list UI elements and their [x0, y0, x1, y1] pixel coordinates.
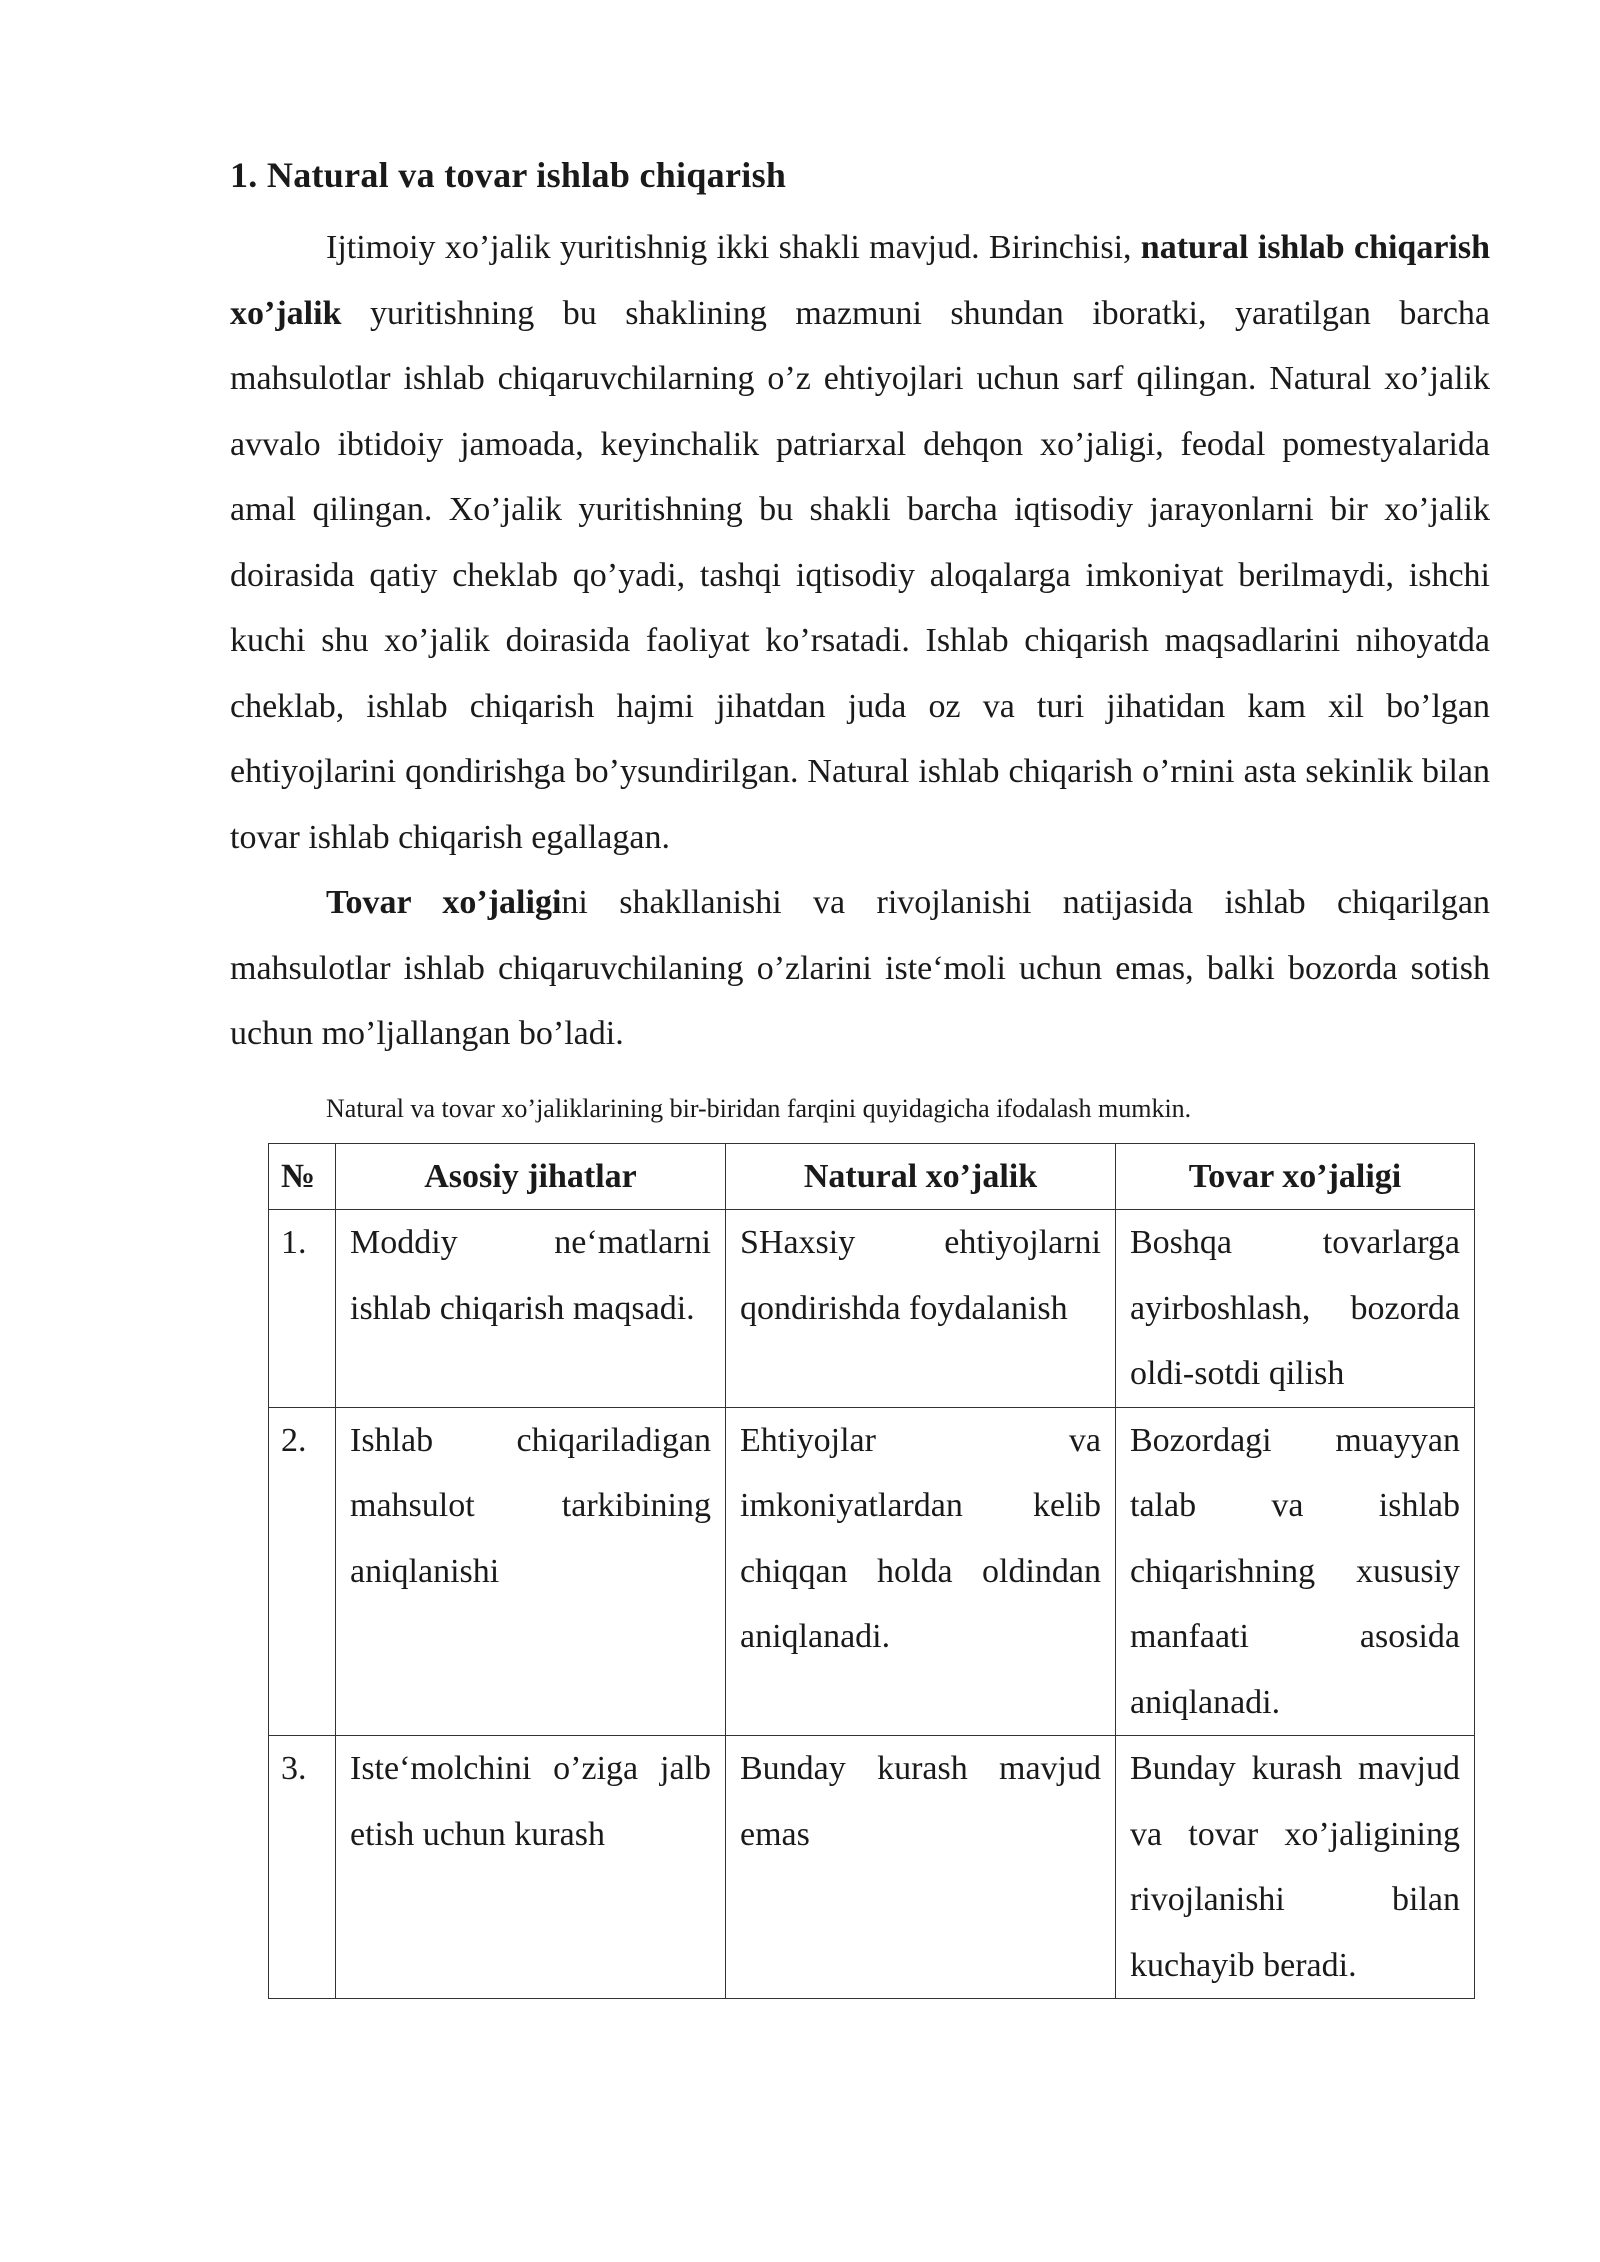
section-heading: 1. Natural va tovar ishlab chiqarish: [230, 155, 787, 195]
term-natural-production: natural ishlab chiqarish xo’jalik: [230, 229, 1491, 332]
header-number: №: [269, 1143, 336, 1210]
header-natural-economy: Natural xo’jalik: [726, 1143, 1116, 1210]
comparison-table: [268, 1143, 1475, 2000]
commodity-cell: Boshqa tovarlarga ayirboshlash, bozorda oldi-sotdi qilish: [1116, 1210, 1475, 1408]
header-commodity-economy: Tovar xo’jaligi: [1116, 1143, 1475, 1210]
paragraph-body-text: yuritishning bu shaklining mazmuni shundan iboratki, yaratilgan barcha mahsulotlar ishlab chiqaruvchilarning o’z ehtiyojlari uchun sarf qilingan. Natural xo’jalik avvalo ibtidoiy jamoada, keyinchalik patriarxal dehqon xo’jaligi, feodal pomestyalarida amal qilingan. Xo’jalik yuritishning bu shakli barcha iqtisodiy jarayonlarni bir xo’jalik doirasida qatiy cheklab qo’yadi, tashqi iqtisodiy aloqalarga imkoniyat berilmaydi, ishchi kuchi shu xo’jalik doirasida faoliyat ko’rsatadi. Ishlab chiqarish maqsadlarini nihoyatda cheklab, ishlab chiqarish hajmi jihatdan juda oz va turi jihatidan kam xil bo’lgan ehtiyojlarini qondirishga bo’ysundirilgan. Natural ishlab chiqarish o’rnini asta sekinlik bilan tovar ishlab chiqarish egallagan.: [230, 294, 1490, 856]
paragraph-lead-text: Ijtimoiy xo’jalik yuritishnig ikki shakli mavjud. Birinchisi,: [326, 229, 1141, 266]
document-page: [230, 150, 1490, 1999]
aspect-cell: Ishlab chiqariladigan mahsulot tarkibining aniqlanishi: [336, 1407, 726, 1736]
paragraph-body-text: ni shakllanishi va rivojlanishi natijasida ishlab chiqarilgan mahsulotlar ishlab chiqaruvchilaning o’zlarini iste‘moli uchun emas, balki bozorda sotish uchun mo’ljallangan bo’ladi.: [230, 884, 1490, 1052]
row-number: 2.: [269, 1407, 336, 1736]
commodity-cell: Bozordagi muayyan talab va ishlab chiqarishning xususiy manfaati asosida aniqlanadi.: [1116, 1407, 1475, 1736]
table-header-row: [269, 1143, 1475, 1210]
paragraph-commodity-economy: [230, 870, 1490, 1067]
row-number: 3.: [269, 1736, 336, 1999]
natural-cell: Bunday kurash mavjud emas: [726, 1736, 1116, 1999]
header-aspects: Asosiy jihatlar: [336, 1143, 726, 1210]
term-commodity-economy: Tovar xo’jaligi: [326, 884, 562, 921]
commodity-cell: Bunday kurash mavjud va tovar xo’jaligining rivojlanishi bilan kuchayib beradi.: [1116, 1736, 1475, 1999]
aspect-cell: Moddiy ne‘matlarni ishlab chiqarish maqsadi.: [336, 1210, 726, 1408]
row-number: 1.: [269, 1210, 336, 1408]
table-row: [269, 1407, 1475, 1736]
table-row: [269, 1736, 1475, 1999]
paragraph-natural-economy: [230, 215, 1490, 870]
table-row: [269, 1210, 1475, 1408]
table-caption: Natural va tovar xo’jaliklarining bir-biridan farqini quyidagicha ifodalash mumkin.: [326, 1093, 1192, 1123]
aspect-cell: Iste‘molchini o’ziga jalb etish uchun kurash: [336, 1736, 726, 1999]
natural-cell: Ehtiyojlar va imkoniyatlardan kelib chiqqan holda oldindan aniqlanadi.: [726, 1407, 1116, 1736]
natural-cell: SHaxsiy ehtiyojlarni qondirishda foydalanish: [726, 1210, 1116, 1408]
